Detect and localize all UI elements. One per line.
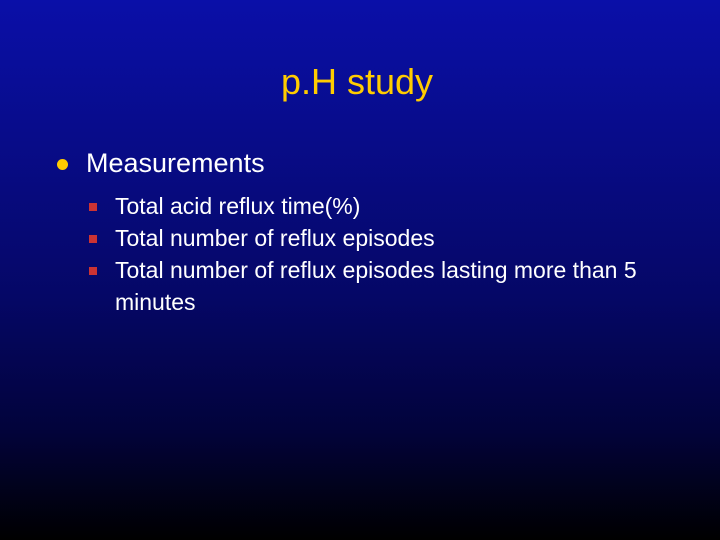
square-bullet-icon <box>89 203 97 211</box>
sub-bullet-text: Total number of reflux episodes lasting more than 5 minutes <box>115 257 637 315</box>
sub-bullet-text: Total acid reflux time(%) <box>115 193 361 219</box>
square-bullet-icon <box>89 235 97 243</box>
sub-bullet-item <box>88 222 648 254</box>
sub-bullet-list <box>88 190 648 318</box>
sub-bullet-item <box>88 254 648 318</box>
bullet-text: Measurements <box>86 148 265 178</box>
sub-bullet-text: Total number of reflux episodes <box>115 225 435 251</box>
round-bullet-icon <box>57 159 68 170</box>
sub-bullet-item <box>88 190 648 222</box>
slide-title: p.H study <box>280 61 434 102</box>
square-bullet-icon <box>89 267 97 275</box>
bullet-measurements <box>55 147 655 181</box>
